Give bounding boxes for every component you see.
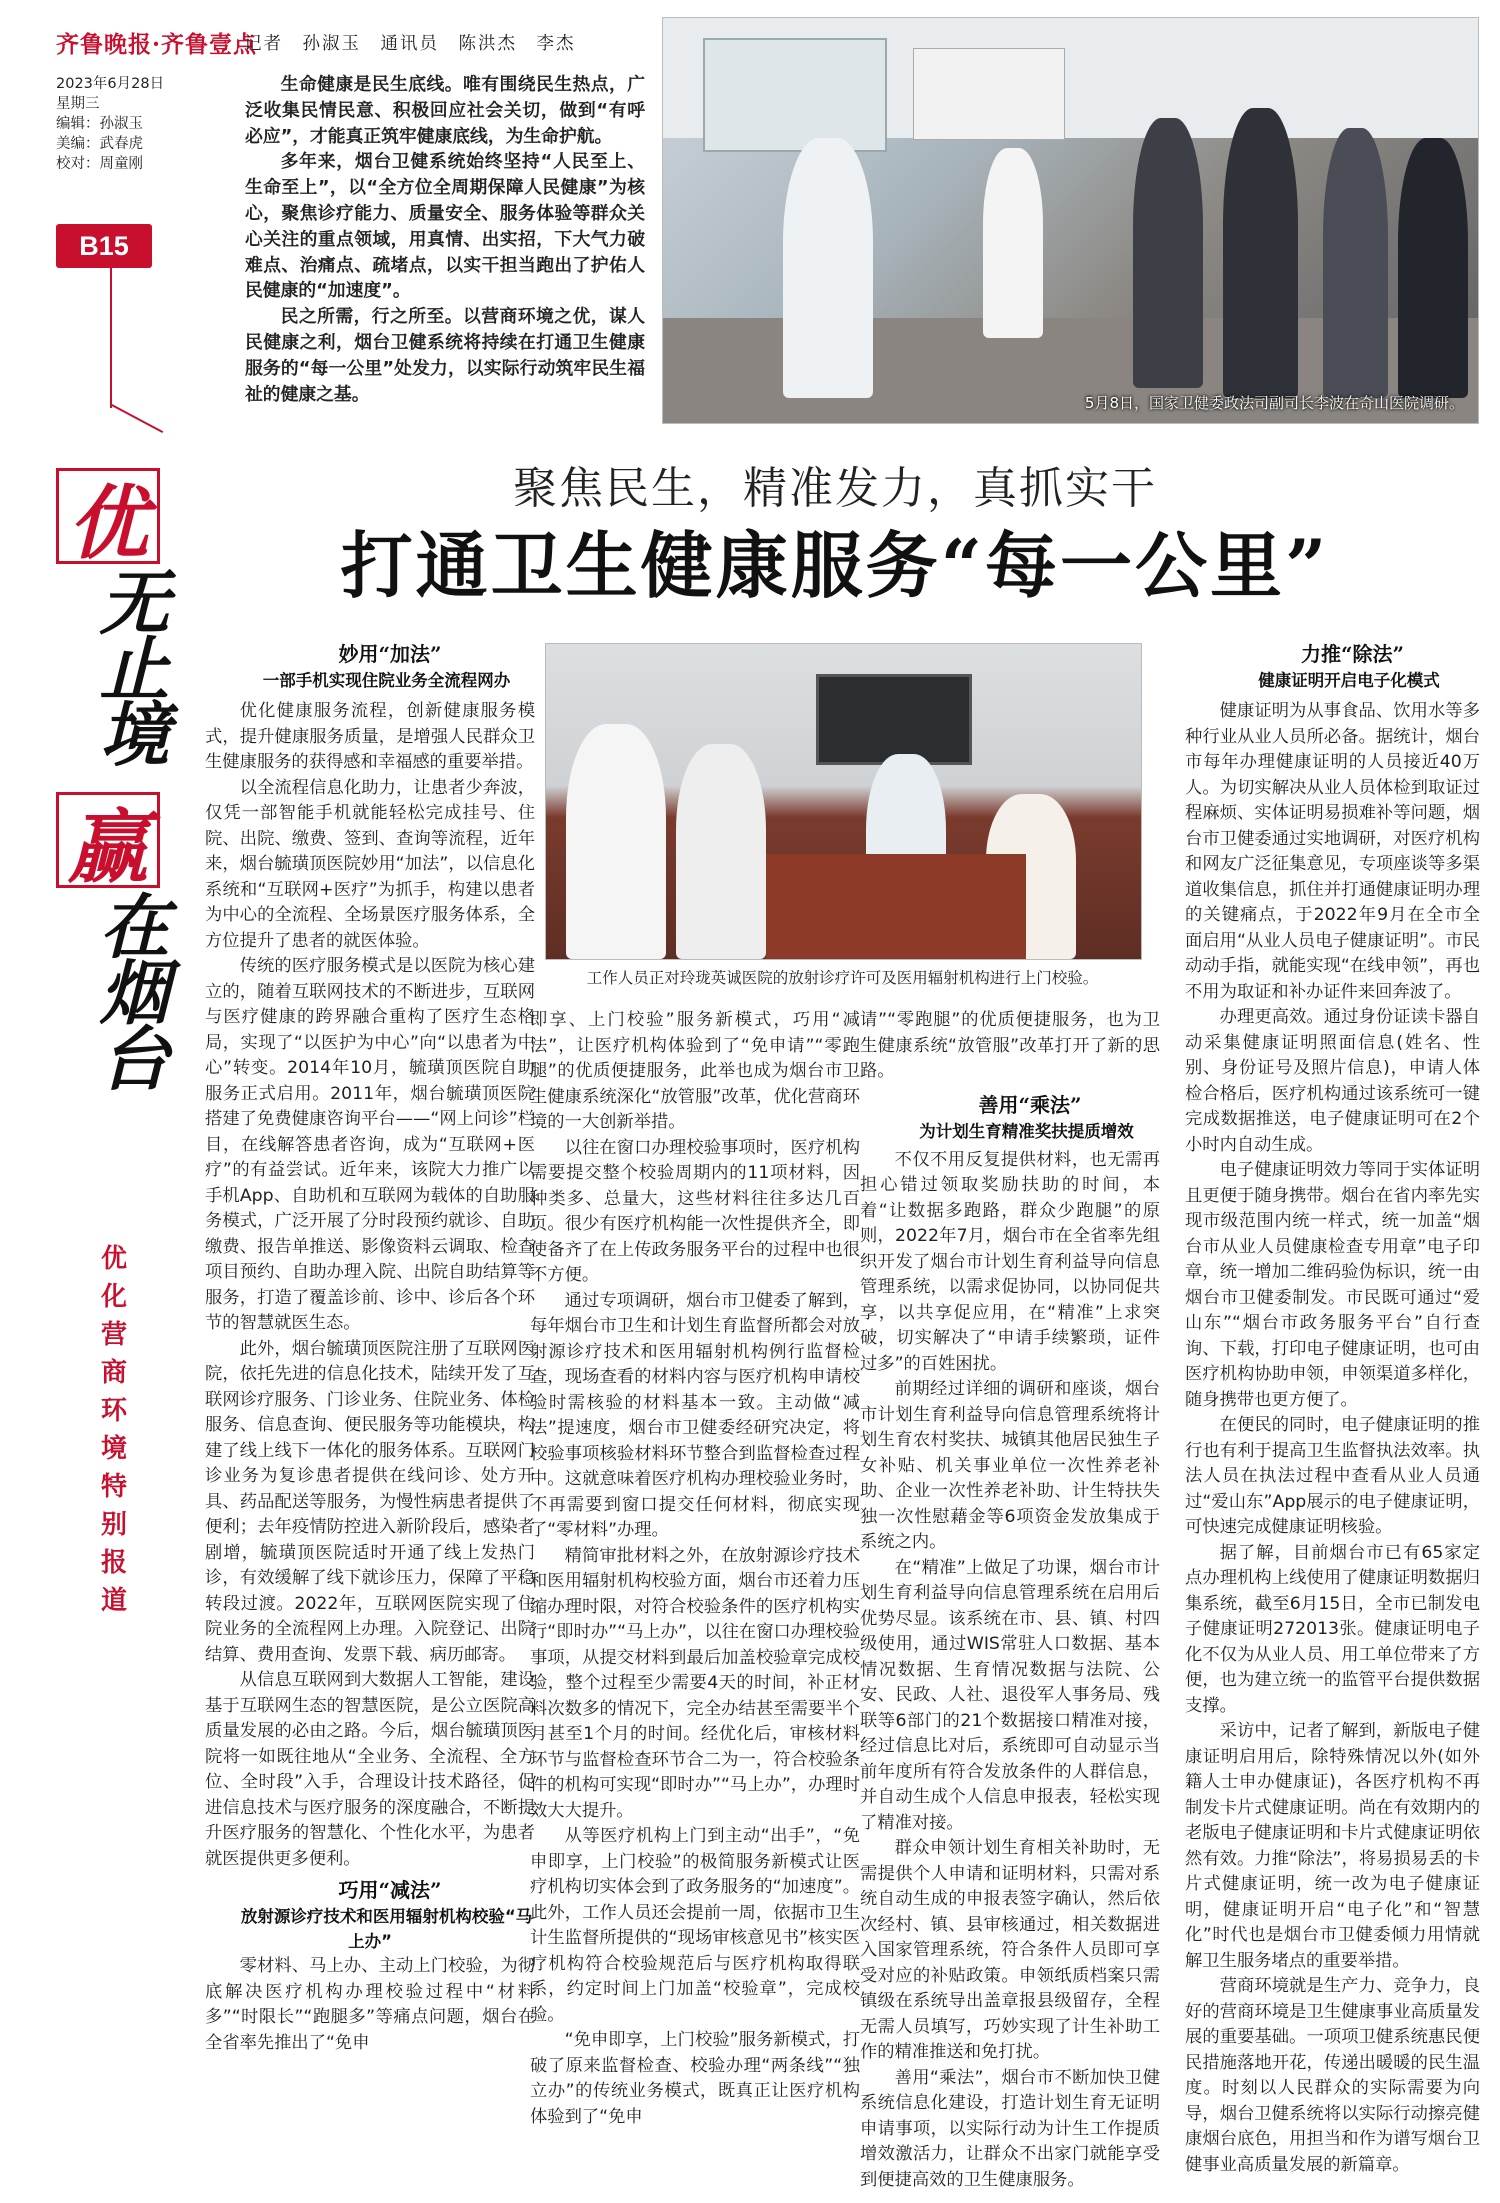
section-heading: 力推“除法” (1300, 642, 1404, 666)
section-heading: 善用“乘法” (978, 1092, 1082, 1117)
page-number-badge: B15 (56, 224, 152, 268)
paragraph: 前期经过详细的调研和座谈，烟台市计划生育利益导向信息管理系统将计划生育农村奖扶、城镇其他居民独生子女补贴、机关事业单位一次性养老补助、企业一次性养老补助、计生特扶失独一次性慰藉金等6项资金发放集成于系统之内。 (860, 1379, 1160, 1552)
paragraph: 即享、上门校验”服务新模式，巧用“减法”，让医疗机构体验到了“免申请”“零跑腿”的优质便捷服务，此举也成为烟台市卫生健康系统深化“放管服”改革，优化营商环境的一大创新举措。 (530, 1010, 860, 1132)
column-4 (1185, 640, 1480, 2200)
paragraph: 以往在窗口办理校验事项时，医疗机构需要提交整个校验周期内的11项材料，因种类多、总量大，这些材料往往多达几百页。很少有医疗机构能一次性提供齐全，即使备齐了在上传政务服务平台的过程中也很不方便。 (530, 1137, 860, 1285)
section-subheading: 为计划生育精准奖扶提质增效 (919, 1121, 1134, 1141)
paragraph: 健康证明为从事食品、饮用水等多种行业从业人员所必备。据统计，烟台市每年办理健康证明的人员接近40万人。为切实解决从业人员体检到取证过程麻烦、实体证明易损难补等问题，烟台市卫健委通过实地调研，对医疗机构和网友广泛征集意见，专项座谈等多渠道收集信息，抓住并打通健康证明办理的关键痛点，于2022年9月在全市全面启用“从业人员电子健康证明”。市民动动手指，就能实现“在线申领”，再也不用为取证和补办证件来回奔波了。 (1185, 701, 1480, 1002)
newspaper-logo: 齐鲁晚报·齐鲁壹点 (56, 31, 258, 58)
section-subheading: 一部手机实现住院业务全流程网办 (262, 671, 511, 690)
section-heading: 巧用“减法” (338, 1878, 442, 1902)
intro-paragraph: 多年来，烟台卫健系统始终坚持“人民至上、生命至上”，以“全方位全周期保障人民健康”为核心，聚焦诊疗能力、质量安全、服务体验等群众关心关注的重点领域，用真情、出实招，下大气力破难点、治痛点、疏堵点，以实干担当跑出了护佑人民健康的“加速度”。 (245, 151, 645, 302)
paragraph: 善用“乘法”，烟台市不断加快卫健系统信息化建设，打造计划生育无证明申请事项，以实际行动为计生工作提质增效激活力，让群众不出家门就能享受到便捷高效的卫生健康服务。 (860, 2067, 1160, 2190)
paragraph: 在便民的同时，电子健康证明的推行也有利于提高卫生监督执法效率。执法人员在执法过程中查看从业人员通过“爱山东”App展示的电子健康证明，可快速完成健康证明核验。 (1185, 1415, 1480, 1537)
slogan-line-1 (88, 566, 184, 764)
paragraph: 群众申领计划生育相关补助时，无需提供个人申请和证明材料，只需对系统自动生成的申报表签字确认，然后依次经村、镇、县审核通过，相关数据进入国家管理系统，符合条件人员即可享受对应的补贴政策。申领纸质档案只需镇级在系统导出盖章报县级留存，全程无需人员填写，巧妙实现了计生补助工作的精准推送和免打扰。 (860, 1838, 1160, 2062)
slogan-line-2 (88, 890, 184, 1088)
paragraph: 零材料、马上办、主动上门校验，为彻底解决医疗机构办理校验过程中“材料多”“时限长”“跑腿多”等痛点问题，烟台在全省率先推出了“免申 (205, 1956, 535, 2053)
paragraph: 不仅不用反复提供材料，也无需再担心错过领取奖励扶助的时间，本着“让数据多跑路，群众少跑腿”的原则，2022年7月，烟台市在全省率先组织开发了烟台市计划生育利益导向信息管理系统，以需求促协同，以协同促共享，以共享促应用，在“精准”上求突破，切实解决了“申请手续繁琐，证件过多”的百姓困扰。 (860, 1149, 1160, 1374)
column-2 (530, 1008, 860, 2198)
paragraph: 采访中，记者了解到，新版电子健康证明启用后，除特殊情况以外(如外籍人士申办健康证)，各医疗机构不再制发卡片式健康证明。尚在有效期内的老版电子健康证明和卡片式健康证明依然有效。力推“除法”，将易损易丢的卡片式健康证明，统一改为电子健康证明，健康证明开启“电子化”和“智慧化”时代也是烟台市卫健委倾力用情就解卫生服务堵点的重要举措。 (1185, 1721, 1480, 1971)
paragraph: 据了解，目前烟台市已有65家定点办理机构上线使用了健康证明数据归集系统，截至6月15日，全市已制发电子健康证明272013张。健康证明电子化不仅为从业人员、用工单位带来了方便，也为建立统一的监管平台提供数据支撑。 (1185, 1542, 1480, 1716)
slogan-text-2: 在烟台 (88, 890, 171, 1088)
decorative-red-line (110, 268, 112, 408)
paragraph: 请”“零跑腿”的优质便捷服务，也为卫生健康系统“放管服”改革打开了新的思路。 (860, 1010, 1160, 1081)
paragraph: 精简审批材料之外，在放射源诊疗技术和医用辐射机构校验方面，烟台市还着力压缩办理时限，对符合校验条件的医疗机构实行“即时办”“马上办”，以往在窗口办理校验事项，从提交材料到最后加盖校验章完成校验，整个过程至少需要4天的时间，补正材料次数多的情况下，完全办结甚至需要半个月甚至1个月的时间。经优化后，审核材料环节与监督检查环节合二为一，符合校验条件的机构可实现“即时办”“马上办”，办理时效大大提升。 (530, 1545, 860, 1821)
column-3 (860, 1008, 1160, 2198)
headline-title: 打通卫生健康服务“每一公里” (340, 523, 1330, 608)
issue-weekday: 星期三 (56, 96, 100, 112)
paragraph: 优化健康服务流程，创新健康服务模式，提升健康服务质量，是增强人民群众卫生健康服务的获得感和幸福感的重要举措。 (205, 701, 535, 772)
paragraph: 营商环境就是生产力、竞争力，良好的营商环境是卫生健康事业高质量发展的重要基础。一项项卫健系统惠民便民措施落地开花，传递出暖暖的民生温度。时刻以人民群众的实际需要为向导，烟台卫健系统将以实际行动擦亮健康烟台底色，用担当和作为谱写烟台卫健事业高质量发展的新篇章。 (1185, 1976, 1480, 2175)
intro-paragraph: 民之所需，行之所至。以营商环境之优，谋人民健康之利，烟台卫健系统将持续在打通卫生健康服务的“每一公里”处发力，以实际行动筑牢民生福祉的健康之基。 (245, 306, 645, 405)
section-heading: 妙用“加法” (338, 642, 442, 666)
photo-hospital-visit (662, 17, 1479, 424)
intro-text (245, 72, 645, 407)
editor-credit: 编辑：孙淑玉 (56, 116, 143, 132)
decorative-red-line-diagonal (111, 404, 163, 433)
paragraph: 从信息互联网到大数据人工智能，建设基于互联网生态的智慧医院，是公立医院高质量发展的必由之路。今后，烟台毓璜顶医院将一如既往地从“全业务、全流程、全方位、全时段”入手，合理设计技术路径，促进信息技术与医疗服务的深度融合，不断提升医疗服务的智慧化、个性化水平，为患者就医提供更多便利。 (205, 1670, 535, 1869)
intro-paragraph: 生命健康是民生底线。唯有围绕民生热点，广泛收集民情民意、积极回应社会关切，做到“有呼必应”，才能真正筑牢健康底线，为生命护航。 (245, 74, 645, 147)
section-subheading: 健康证明开启电子化模式 (1258, 671, 1440, 690)
proofreader-credit: 校对：周童刚 (56, 156, 143, 172)
slogan-char-you: 优 (56, 468, 160, 564)
column-1 (205, 640, 535, 2200)
paragraph: 办理更高效。通过身份证读卡器自动采集健康证明照面信息(姓名、性别、身份证号及照片信息)，申请人体检合格后，医疗机构通过该系统可一键完成数据推送，电子健康证明可在2个小时内自动生成。 (1185, 1007, 1480, 1155)
paragraph: 电子健康证明效力等同于实体证明且更便于随身携带。烟台在省内率先实现市级范围内统一样式，统一加盖“烟台市从业人员健康检查专用章”电子印章，统一增加二维码验伪标识，统一由烟台市卫健委制发。市民既可通过“爱山东”“烟台市政务服务平台”自行查询、下载，打印电子健康证明，也可由医疗机构协助申领，申领渠道多样化，随身携带也更方便了。 (1185, 1160, 1480, 1410)
paragraph: 从等医疗机构上门到主动“出手”，“免申即享，上门校验”的极简服务新模式让医疗机构切实体会到了政务服务的“加速度”。此外，工作人员还会提前一周，依据市卫生计生监督所提供的“现场审核意见书”核实医疗机构符合校验规范后与医疗机构取得联系，约定时间上门加盖“校验章”，完成校验。 (530, 1826, 860, 2025)
photo-caption: 工作人员正对玲珑英诚医院的放射诊疗许可及医用辐射机构进行上门校验。 (586, 969, 1099, 987)
photo-caption: 5月8日，国家卫健委政法司副司长李波在奇山医院调研。 (1084, 394, 1464, 412)
designer-credit: 美编：武春虎 (56, 136, 143, 152)
byline: 记者 孙淑玉 通讯员 陈洪杰 李杰 (244, 34, 576, 54)
paragraph: 以全流程信息化助力，让患者少奔波，仅凭一部智能手机就能轻松完成挂号、住院、出院、缴费、签到、查询等流程，近年来，烟台毓璜顶医院妙用“加法”，以信息化系统和“互联网+医疗”为抓手，构建以患者为中心的全流程、全场景医疗服务体系，全方位提升了患者的就医体验。 (205, 777, 535, 951)
issue-date: 2023年6月28日 (56, 76, 165, 92)
paragraph: “免申即享，上门校验”服务新模式，打破了原来监督检查、校验办理“两条线”“独立办”的传统业务模式，既真正让医疗机构体验到了“免申 (530, 2030, 860, 2127)
paragraph: 传统的医疗服务模式是以医院为核心建立的，随着互联网技术的不断进步，互联网与医疗健康的跨界融合重构了医疗生态格局，实现了“以医护为中心”向“以患者为中心”转变。2014年10月，毓璜顶医院自助服务正式启用。2011年，烟台毓璜顶医院搭建了免费健康咨询平台——“网上问诊”栏目，在线解答患者咨询，成为“互联网+医疗”的有益尝试。近年来，该院大力推广以手机App、自助机和互联网为载体的自助服务模式，广泛开展了分时段预约就诊、自助缴费、报告单推送、影像资料云调取、检查项目预约、自助办理入院、出院自助结算等服务，打造了覆盖诊前、诊中、诊后各个环节的智慧就医生态。 (205, 956, 535, 1333)
special-report-tag: 优化营商环境特别报道 (100, 1244, 127, 1616)
slogan-text-1: 无止境 (88, 566, 171, 764)
paragraph: 在“精准”上做足了功课，烟台市计划生育利益导向信息管理系统在启用后优势尽显。该系统在市、县、镇、村四级使用，通过WIS常驻人口数据、基本情况数据、生育情况数据与法院、公安、民政、人社、退役军人事务局、残联等6部门的21个数据接口精准对接，经过信息比对后，系统即可自动显示当前年度所有符合发放条件的人群信息，并自动生成个人信息申报表，轻松实现了精准对接。 (860, 1557, 1160, 1833)
paragraph: 此外，烟台毓璜顶医院注册了互联网医院，依托先进的信息化技术，陆续开发了互联网诊疗服务、门诊业务、住院业务、体检服务、信息查询、便民服务等功能模块，构建了线上线下一体化的服务体系。互联网门诊业务为复诊患者提供在线问诊、处方开具、药品配送等服务，为慢性病患者提供了便利；去年疫情防控进入新阶段后，感染者剧增，毓璜顶医院适时开通了线上发热门诊，有效缓解了线下就诊压力，保障了平稳转段过渡。2022年，互联网医院实现了住院业务的全流程网上办理。入院登记、出院结算、费用查询、发票下载、病历邮寄。 (205, 1338, 535, 1665)
issue-meta (56, 74, 164, 174)
slogan-char-ying: 赢 (56, 792, 160, 888)
section-subheading: 放射源诊疗技术和医用辐射机构校验“马上办” (240, 1907, 533, 1951)
photo-inspection (545, 643, 1142, 960)
paragraph: 通过专项调研，烟台市卫健委了解到，每年烟台市卫生和计划生育监督所都会对放射源诊疗技术和医用辐射机构例行监督检查，现场查看的材料内容与医疗机构申请校验时需核验的材料基本一致。主动做“减法”提速度，烟台市卫健委经研究决定，将校验事项核验材料环节整合到监督检查过程中。这就意味着医疗机构办理校验业务时，不再需要到窗口提交任何材料，彻底实现了“零材料”办理。 (530, 1290, 860, 1540)
headline-subtitle: 聚焦民生，精准发力，真抓实干 (513, 463, 1157, 514)
